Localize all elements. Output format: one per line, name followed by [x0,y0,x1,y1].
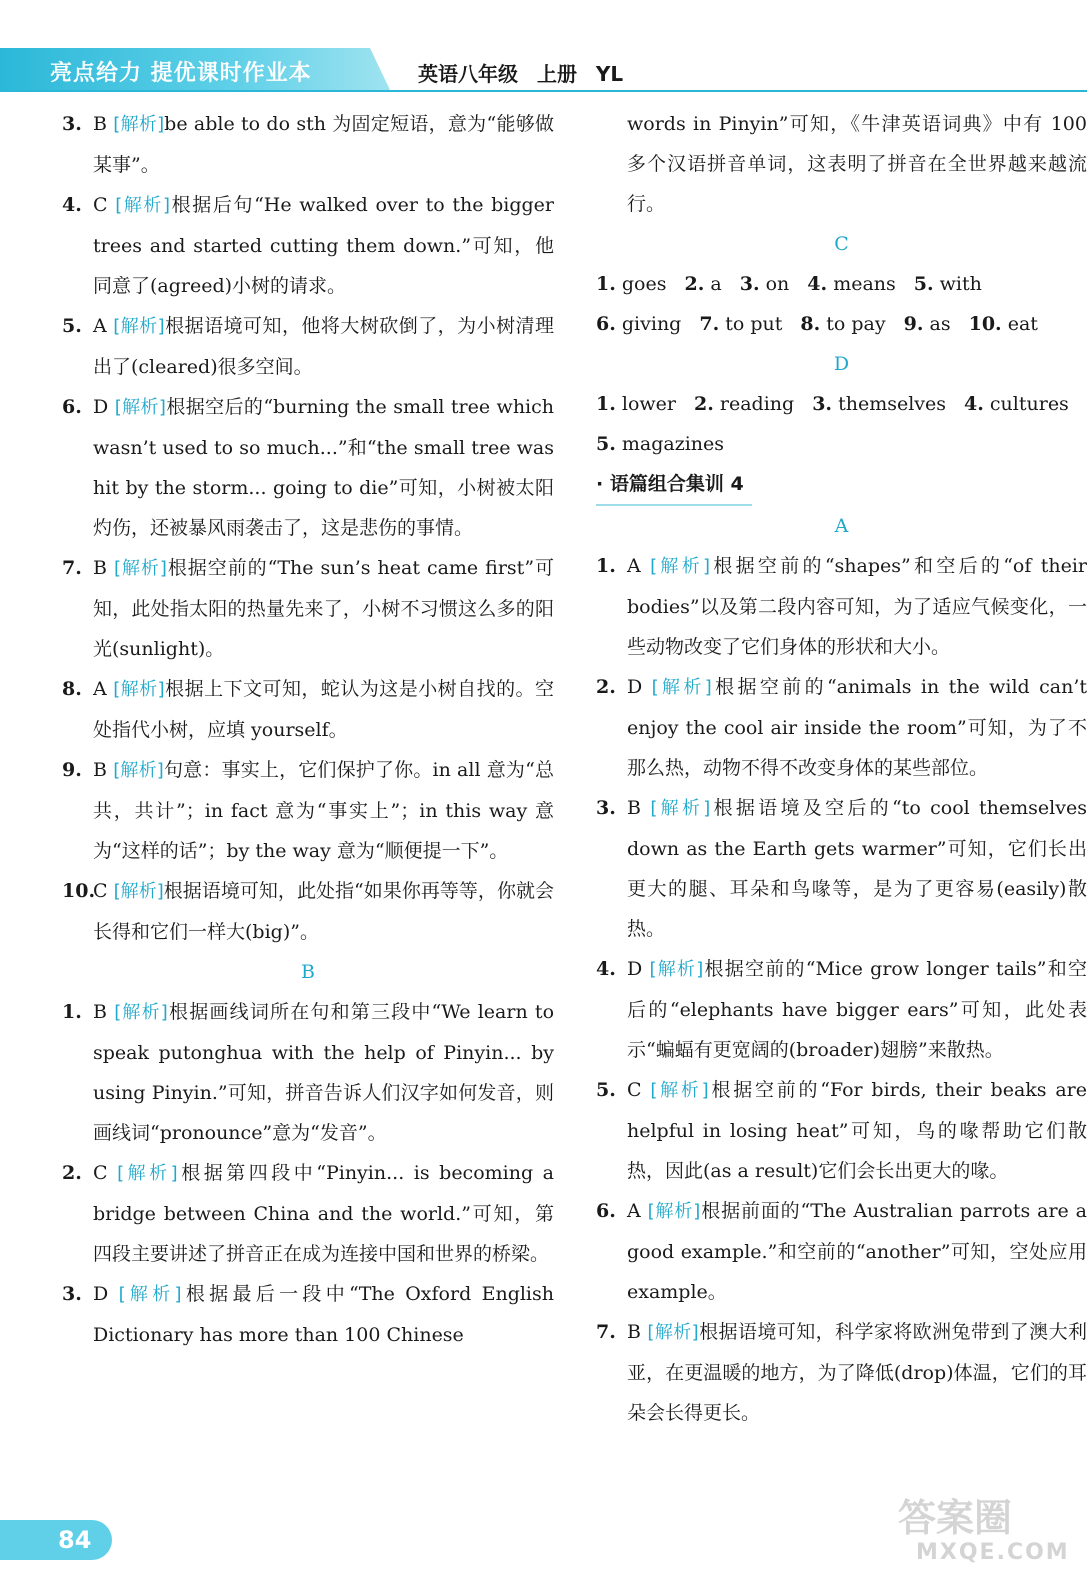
answer-letter: C [93,194,108,216]
answer-word: on [765,273,790,295]
answer-letter: A [627,1200,641,1222]
analysis-tag: [解析] [113,679,165,700]
answer-word: themselves [838,393,947,415]
answer-item [596,1070,1087,1191]
fill-answer [596,304,681,344]
analysis-tag: [解析] [650,798,711,819]
answer-item [596,546,1087,667]
item-number: 8. [62,678,82,700]
item-number: 3. [596,797,616,819]
fill-answer [596,424,724,464]
item-number: 4. [807,273,828,295]
analysis-tag: [解析] [650,556,711,577]
analysis-tag: [解析] [649,959,704,980]
item-number: 3. [62,113,82,135]
header-rule [0,90,1087,92]
left-column [62,104,554,1355]
analysis-tag: [解析] [114,1002,168,1023]
item-number: 8. [800,313,821,335]
fill-answer [914,264,982,304]
analysis-tag: [解析] [113,760,164,781]
watermark-logo: 答案圈 [898,1496,1013,1540]
item-number: 1. [596,393,616,415]
answer-item [62,185,554,306]
analysis-tag: [解析] [113,881,164,902]
answer-letter: B [93,113,107,135]
fill-answer [800,304,885,344]
answer-letter: B [627,797,641,819]
item-number: 2. [62,1162,82,1184]
answer-item [62,992,554,1153]
analysis-tag: [解析] [113,316,165,337]
answer-word: eat [1007,313,1038,335]
answer-letter: D [627,958,643,980]
fill-answer [685,264,722,304]
right-column [596,104,1087,1433]
answer-letter: C [93,1162,108,1184]
section-d-label: D [833,353,850,375]
answer-word: goes [621,273,667,295]
section-c-label: C [834,233,849,255]
answer-word: as [929,313,951,335]
analysis-text: 根据上下文可知，蛇认为这是小树自找的。空处指代小树，应填 yourself。 [93,678,555,741]
fill-answer [904,304,951,344]
answer-word: means [833,273,896,295]
series-title: 亮点给力 提优课时作业本 [50,61,312,86]
item-number: 2. [694,393,714,415]
answer-letter: A [627,555,641,577]
item-number: 3. [812,393,833,415]
answer-letter: B [93,759,107,781]
continuation-text [596,104,1087,224]
subject-title: 英语八年级 上册 YL [418,62,624,86]
answer-letter: B [93,557,107,579]
item-number: 9. [903,313,924,335]
item-number: 5. [913,273,934,295]
answer-letter: B [627,1321,641,1343]
section-d-row [596,384,1087,424]
analysis-tag: [解析] [117,1163,178,1184]
analysis-tag: [解析] [651,677,712,698]
section-a-items [596,546,1087,1433]
item-number: 10. [968,313,1002,335]
answer-word: cultures [989,393,1069,415]
item-number: 10. [62,880,96,902]
answer-item [62,1153,554,1274]
analysis-text: 根据最后一段中“The Oxford English Dictionary has more than 100 Chinese [93,1283,554,1346]
item-number: 7. [596,1321,616,1343]
analysis-text: 根据空前的“Mice grow longer tails”和空后的“elephants have bigger ears”可知，此处表示“蝙蝠有更宽阔的(broader)翅膀”来散热。 [627,958,1087,1061]
item-number: 5. [62,315,82,337]
analysis-text: 根据语境可知，此处指“如果你再等等，你就会长得和它们一样大(big)”。 [93,880,555,943]
item-number: 9. [62,759,82,781]
answer-word: lower [621,393,676,415]
subheading: · 语篇组合集训 4 [596,464,752,506]
analysis-text: 根据画线词所在句和第三段中“We learn to speak putonghua with the help of Pinyin... by using Pinyin.”可知，拼音告诉人们汉字如何发音，则画线词“pronounce”意为“发音”。 [93,1001,555,1144]
item-number: 5. [596,1079,616,1101]
answers-part-a-cont [62,104,554,952]
section-d-row [596,424,1087,464]
analysis-text: 根据语境及空后的“to cool themselves down as the Earth gets warmer”可知，它们长出更大的腿、耳朵和鸟喙等，是为了更容易(easily)散热。 [627,797,1087,940]
analysis-text: 根据前面的“The Australian parrots are a good example.”和空前的“another”可知，空处应用 example。 [627,1200,1087,1303]
page-number: 84 [0,1520,112,1560]
answer-word: magazines [621,433,725,455]
analysis-tag: [解析] [118,1284,182,1305]
item-number: 1. [596,555,616,577]
item-number: 7. [62,557,82,579]
answer-word: giving [621,313,682,335]
analysis-tag: [解析] [113,114,165,135]
section-c-row [596,304,1087,344]
watermark-url: MXQE.COM [916,1540,1070,1565]
section-a-label: A [834,515,849,537]
item-number: 4. [62,194,82,216]
item-number: 4. [596,958,616,980]
answer-letter: A [93,678,107,700]
continuation-body: words in Pinyin”可知，《牛津英语词典》中有 100 多个汉语拼音单词，这表明了拼音在全世界越来越流行。 [627,113,1087,215]
answer-word: to put [725,313,783,335]
fill-answer [969,304,1038,344]
analysis-text: 根据空前的“The sun’s heat came first”可知，此处指太阳的热量先来了，小树不习惯这么多的阳光(sunlight)。 [93,557,554,660]
answer-item [62,306,554,387]
answer-item [62,1274,554,1355]
analysis-text: 根据后句“He walked over to the bigger trees and started cutting them down.”可知，他同意了(agreed)小树的请求。 [93,194,554,297]
fill-answer [699,304,782,344]
item-number: 6. [596,1200,616,1222]
item-number: 3. [739,273,760,295]
item-number: 1. [62,1001,82,1023]
analysis-text: 根据空前的“animals in the wild can’t enjoy the cool air inside the room”可知，为了不那么热，动物不得不改变身体的某些部位。 [627,676,1087,779]
answer-item [596,1191,1087,1312]
answer-item [62,387,554,548]
answer-item [596,667,1087,788]
fill-answer [964,384,1069,424]
fill-answer [807,264,895,304]
answer-word: to pay [826,313,886,335]
analysis-text: be able to do sth 为固定短语，意为“能够做某事”。 [93,113,554,176]
analysis-tag: [解析] [647,1201,701,1222]
item-number: 2. [684,273,705,295]
page-header [0,48,1087,92]
answer-item [62,104,554,185]
analysis-text: 根据空后的“burning the small tree which wasn’t used to so much...”和“the small tree was hit by the storm... going to die”可知，小树被太阳灼伤，还被暴风雨袭击了，这是悲伤的事情。 [93,396,555,539]
answer-item [62,871,554,952]
answer-letter: C [627,1079,642,1101]
section-b-items [62,992,554,1355]
item-number: 2. [596,676,616,698]
answer-letter: D [93,1283,109,1305]
fill-answer [596,264,667,304]
answer-letter: D [93,396,109,418]
analysis-tag: [解析] [113,558,167,579]
item-number: 7. [699,313,720,335]
answer-letter: B [93,1001,107,1023]
answer-item [62,669,554,750]
analysis-text: 根据空前的“For birds, their beaks are helpful in losing heat”可知，鸟的喙帮助它们散热，因此(as a result)它们会长出更大的喙。 [627,1079,1087,1182]
answer-item [62,548,554,669]
answer-item [596,949,1087,1070]
fill-answer [740,264,790,304]
section-c-row [596,264,1087,304]
analysis-tag: [解析] [650,1080,709,1101]
section-b-label: B [301,961,315,983]
answer-item [62,750,554,871]
fill-answer [694,384,794,424]
analysis-text: 根据第四段中“Pinyin... is becoming a bridge between China and the world.”可知，第四段主要讲述了拼音正在成为连接中国和世界的桥梁。 [93,1162,555,1265]
answer-word: a [710,273,722,295]
answer-letter: A [93,315,107,337]
analysis-text: 根据语境可知，科学家将欧洲兔带到了澳大利亚，在更温暖的地方，为了降低(drop)体温，它们的耳朵会长得更长。 [627,1321,1087,1424]
item-number: 1. [596,273,616,295]
analysis-tag: [解析] [114,397,166,418]
analysis-tag: [解析] [647,1322,699,1343]
answer-letter: D [627,676,643,698]
item-number: 3. [62,1283,82,1305]
analysis-text: 根据语境可知，他将大树砍倒了，为小树清理出了(cleared)很多空间。 [93,315,555,378]
answer-item [596,1312,1087,1433]
fill-answer [596,384,676,424]
answer-word: with [939,273,982,295]
analysis-text: 句意：事实上，它们保护了你。in all 意为“总共，共计”；in fact 意为“事实上”；in this way 意为“这样的话”；by the way 意为“顺便提一下”。 [93,759,555,862]
analysis-tag: [解析] [115,195,171,216]
answer-item [596,788,1087,949]
analysis-text: 根据空前的“shapes”和空后的“of their bodies”以及第二段内容可知，为了适应气候变化，一些动物改变了它们身体的形状和大小。 [627,555,1087,658]
answer-letter: C [93,880,108,902]
answer-word: reading [719,393,795,415]
item-number: 5. [596,433,616,455]
item-number: 6. [62,396,82,418]
item-number: 6. [596,313,616,335]
fill-answer [812,384,946,424]
item-number: 4. [964,393,984,415]
